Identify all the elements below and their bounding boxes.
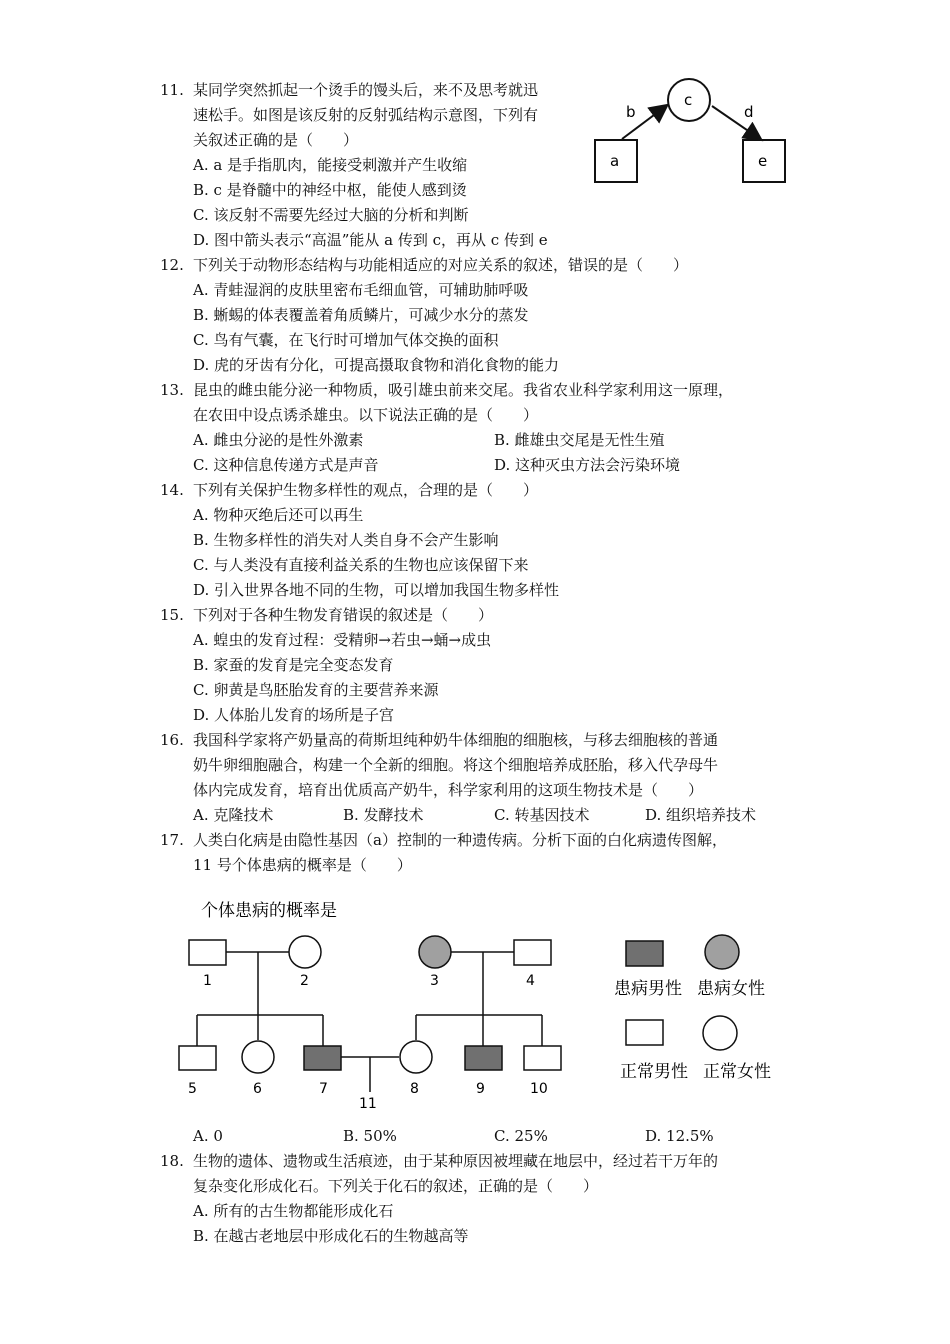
q15-option-a: A. 蝗虫的发育过程：受精卵→若虫→蛹→成虫 <box>193 631 492 649</box>
label-6: 6 <box>253 1081 262 1097</box>
q16-stem-line-3: 体内完成发育，培育出优质高产奶牛，科学家利用的这项生物技术是（ ） <box>193 781 704 799</box>
q18-stem-line-2: 复杂变化形成化石。下列关于化石的叙述，正确的是（ ） <box>193 1177 599 1195</box>
q16-number: 16. <box>160 731 184 749</box>
q11-stem-line-3: 关叙述正确的是（ ） <box>193 131 359 149</box>
q11-option-a: A. a 是手指肌肉，能接受刺激并产生收缩 <box>193 156 468 174</box>
q18-option-a: A. 所有的古生物都能形成化石 <box>193 1202 394 1220</box>
q16-option-b: B. 发酵技术 <box>343 806 424 824</box>
q15-option-c: C. 卵黄是鸟胚胎发育的主要营养来源 <box>193 681 439 699</box>
q16-stem-line-1: 我国科学家将产奶量高的荷斯坦纯种奶牛体细胞的细胞核，与移去细胞核的普通 <box>193 731 719 749</box>
label-1: 1 <box>203 973 212 989</box>
label-b: b <box>626 103 636 121</box>
legend-normal-female-label: 正常女性 <box>703 1062 771 1082</box>
q13-stem-line-2: 在农田中设点诱杀雄虫。以下说法正确的是（ ） <box>193 406 539 424</box>
individual-5-normal-male <box>179 1046 216 1070</box>
individual-10-normal-male <box>524 1046 561 1070</box>
q13-number: 13. <box>160 381 184 399</box>
q18-option-b: B. 在越古老地层中形成化石的生物越高等 <box>193 1227 469 1245</box>
reflex-arc-diagram <box>588 72 798 192</box>
label-d: d <box>744 103 754 121</box>
q11-number: 11. <box>160 81 184 99</box>
q13-option-c: C. 这种信息传递方式是声音 <box>193 456 379 474</box>
label-11: 11 <box>359 1096 377 1112</box>
q17-stem-line-1: 人类白化病是由隐性基因（a）控制的一种遗传病。分析下面的白化病遗传图解， <box>193 831 727 849</box>
q15-number: 15. <box>160 606 184 624</box>
q17-number: 17. <box>160 831 184 849</box>
q11-option-d: D. 图中箭头表示“高温”能从 a 传到 c，再从 c 传到 e <box>193 231 548 249</box>
q12-option-b: B. 蜥蜴的体表覆盖着角质鳞片，可减少水分的蒸发 <box>193 306 529 324</box>
q14-number: 14. <box>160 481 184 499</box>
q13-option-b: B. 雌雄虫交尾是无性生殖 <box>494 431 665 449</box>
q11-stem-line-2: 速松手。如图是该反射的反射弧结构示意图，下列有 <box>193 106 539 124</box>
legend-normal-male-label: 正常男性 <box>620 1062 688 1082</box>
q17-option-b: B. 50% <box>343 1127 397 1145</box>
q15-option-d: D. 人体胎儿发育的场所是子宫 <box>193 706 395 724</box>
label-9: 9 <box>476 1081 485 1097</box>
q15-option-b: B. 家蚕的发育是完全变态发育 <box>193 656 394 674</box>
individual-3-affected-female <box>419 936 451 968</box>
legend-affected-female-label: 患病女性 <box>697 979 765 999</box>
q16-option-d: D. 组织培养技术 <box>645 806 757 824</box>
q14-option-b: B. 生物多样性的消失对人类自身不会产生影响 <box>193 531 499 549</box>
label-4: 4 <box>526 973 535 989</box>
label-e: e <box>758 152 768 170</box>
individual-8-normal-female <box>400 1041 432 1073</box>
q14-option-a: A. 物种灭绝后还可以再生 <box>193 506 364 524</box>
q14-stem-line-1: 下列有关保护生物多样性的观点，合理的是（ ） <box>193 481 539 499</box>
individual-7-affected-male <box>304 1046 341 1070</box>
label-5: 5 <box>188 1081 197 1097</box>
label-7: 7 <box>319 1081 328 1097</box>
label-10: 10 <box>530 1081 548 1097</box>
q17-option-a: A. 0 <box>193 1127 223 1145</box>
q15-stem-line-1: 下列对于各种生物发育错误的叙述是（ ） <box>193 606 494 624</box>
q13-option-a: A. 雌虫分泌的是性外激素 <box>193 431 364 449</box>
q11-option-c: C. 该反射不需要先经过大脑的分析和判断 <box>193 206 469 224</box>
q12-option-c: C. 鸟有气囊，在飞行时可增加气体交换的面积 <box>193 331 499 349</box>
pedigree-title: 个体患病的概率是 <box>201 901 337 921</box>
label-8: 8 <box>410 1081 419 1097</box>
q18-stem-line-1: 生物的遗体、遗物或生活痕迹，由于某种原因被埋藏在地层中，经过若干万年的 <box>193 1152 719 1170</box>
q17-option-d: D. 12.5% <box>645 1127 714 1145</box>
q14-option-c: C. 与人类没有直接利益关系的生物也应该保留下来 <box>193 556 529 574</box>
q14-option-d: D. 引入世界各地不同的生物，可以增加我国生物多样性 <box>193 581 560 599</box>
legend-affected-male-label: 患病男性 <box>614 979 682 999</box>
q17-option-c: C. 25% <box>494 1127 548 1145</box>
q13-option-d: D. 这种灭虫方法会污染环境 <box>494 456 681 474</box>
individual-9-affected-male <box>465 1046 502 1070</box>
individual-6-normal-female <box>242 1041 274 1073</box>
label-3: 3 <box>430 973 439 989</box>
q13-stem-line-1: 昆虫的雌虫能分泌一种物质，吸引雄虫前来交尾。我省农业科学家利用这一原理， <box>193 381 734 399</box>
q12-stem-line-1: 下列关于动物形态结构与功能相适应的对应关系的叙述，错误的是（ ） <box>193 256 689 274</box>
legend-affected-male-symbol <box>626 941 663 966</box>
q18-number: 18. <box>160 1152 184 1170</box>
individual-1-normal-male <box>189 940 226 965</box>
label-a: a <box>610 152 620 170</box>
legend-normal-male-symbol <box>626 1020 663 1045</box>
legend-affected-female-symbol <box>705 935 739 969</box>
q12-option-a: A. 青蛙湿润的皮肤里密布毛细血管，可辅助肺呼吸 <box>193 281 529 299</box>
q12-option-d: D. 虎的牙齿有分化，可提高摄取食物和消化食物的能力 <box>193 356 560 374</box>
individual-4-normal-male <box>514 940 551 965</box>
q16-stem-line-2: 奶牛卵细胞融合，构建一个全新的细胞。将这个细胞培养成胚胎，移入代孕母牛 <box>193 756 719 774</box>
albinism-pedigree-chart <box>0 890 950 1120</box>
q16-option-c: C. 转基因技术 <box>494 806 590 824</box>
q16-option-a: A. 克隆技术 <box>193 806 274 824</box>
q11-stem-line-1: 某同学突然抓起一个烫手的馒头后，来不及思考就迅 <box>193 81 539 99</box>
label-c: c <box>684 91 693 109</box>
q12-number: 12. <box>160 256 184 274</box>
q17-stem-line-2: 11 号个体患病的概率是（ ） <box>193 856 412 874</box>
label-2: 2 <box>300 973 309 989</box>
legend-normal-female-symbol <box>703 1016 737 1050</box>
q11-option-b: B. c 是脊髓中的神经中枢，能使人感到烫 <box>193 181 467 199</box>
individual-2-normal-female <box>289 936 321 968</box>
